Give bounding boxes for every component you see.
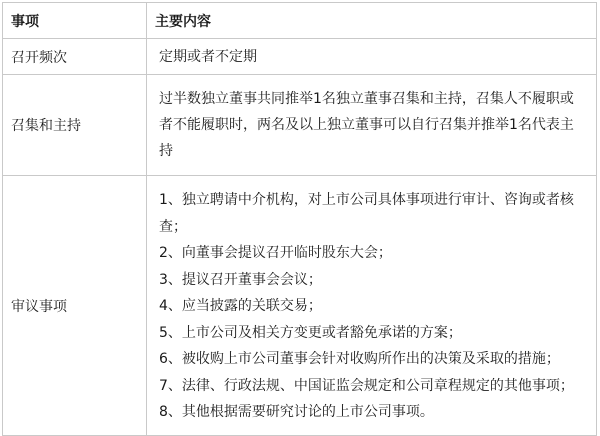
list-item: 1、独立聘请中介机构，对上市公司具体事项进行审计、咨询或者核查；: [159, 192, 574, 235]
row-label: 召开频次: [3, 39, 147, 75]
header-item: 事项: [3, 3, 147, 39]
table-row: [3, 39, 597, 75]
table-header-row: [3, 3, 597, 39]
table-row: [3, 75, 597, 176]
row-label: 召集和主持: [3, 75, 147, 176]
list-item: 8、其他根据需要研究讨论的上市公司事项。: [159, 404, 434, 421]
list-item: 3、提议召开董事会会议；: [159, 271, 322, 288]
header-content: 主要内容: [147, 3, 597, 39]
list-item: 6、被收购上市公司董事会针对收购所作出的决策及采取的措施；: [159, 351, 560, 368]
table-row: [3, 176, 597, 436]
list-item: 2、向董事会提议召开临时股东大会；: [159, 245, 392, 262]
row-label: 审议事项: [3, 176, 147, 436]
info-table: [2, 2, 597, 436]
row-content-list-cell: [147, 176, 597, 436]
list-item: 5、上市公司及相关方变更或者豁免承诺的方案；: [159, 324, 462, 341]
review-items-list: [159, 187, 584, 426]
list-item: 4、应当披露的关联交易；: [159, 298, 322, 315]
row-content: 过半数独立董事共同推举1名独立董事召集和主持，召集人不履职或者不能履职时，两名及以上独立董事可以自行召集并推举1名代表主持: [147, 75, 597, 176]
list-item: 7、法律、行政法规、中国证监会规定和公司章程规定的其他事项；: [159, 377, 574, 394]
row-content: 定期或者不定期: [147, 39, 597, 75]
